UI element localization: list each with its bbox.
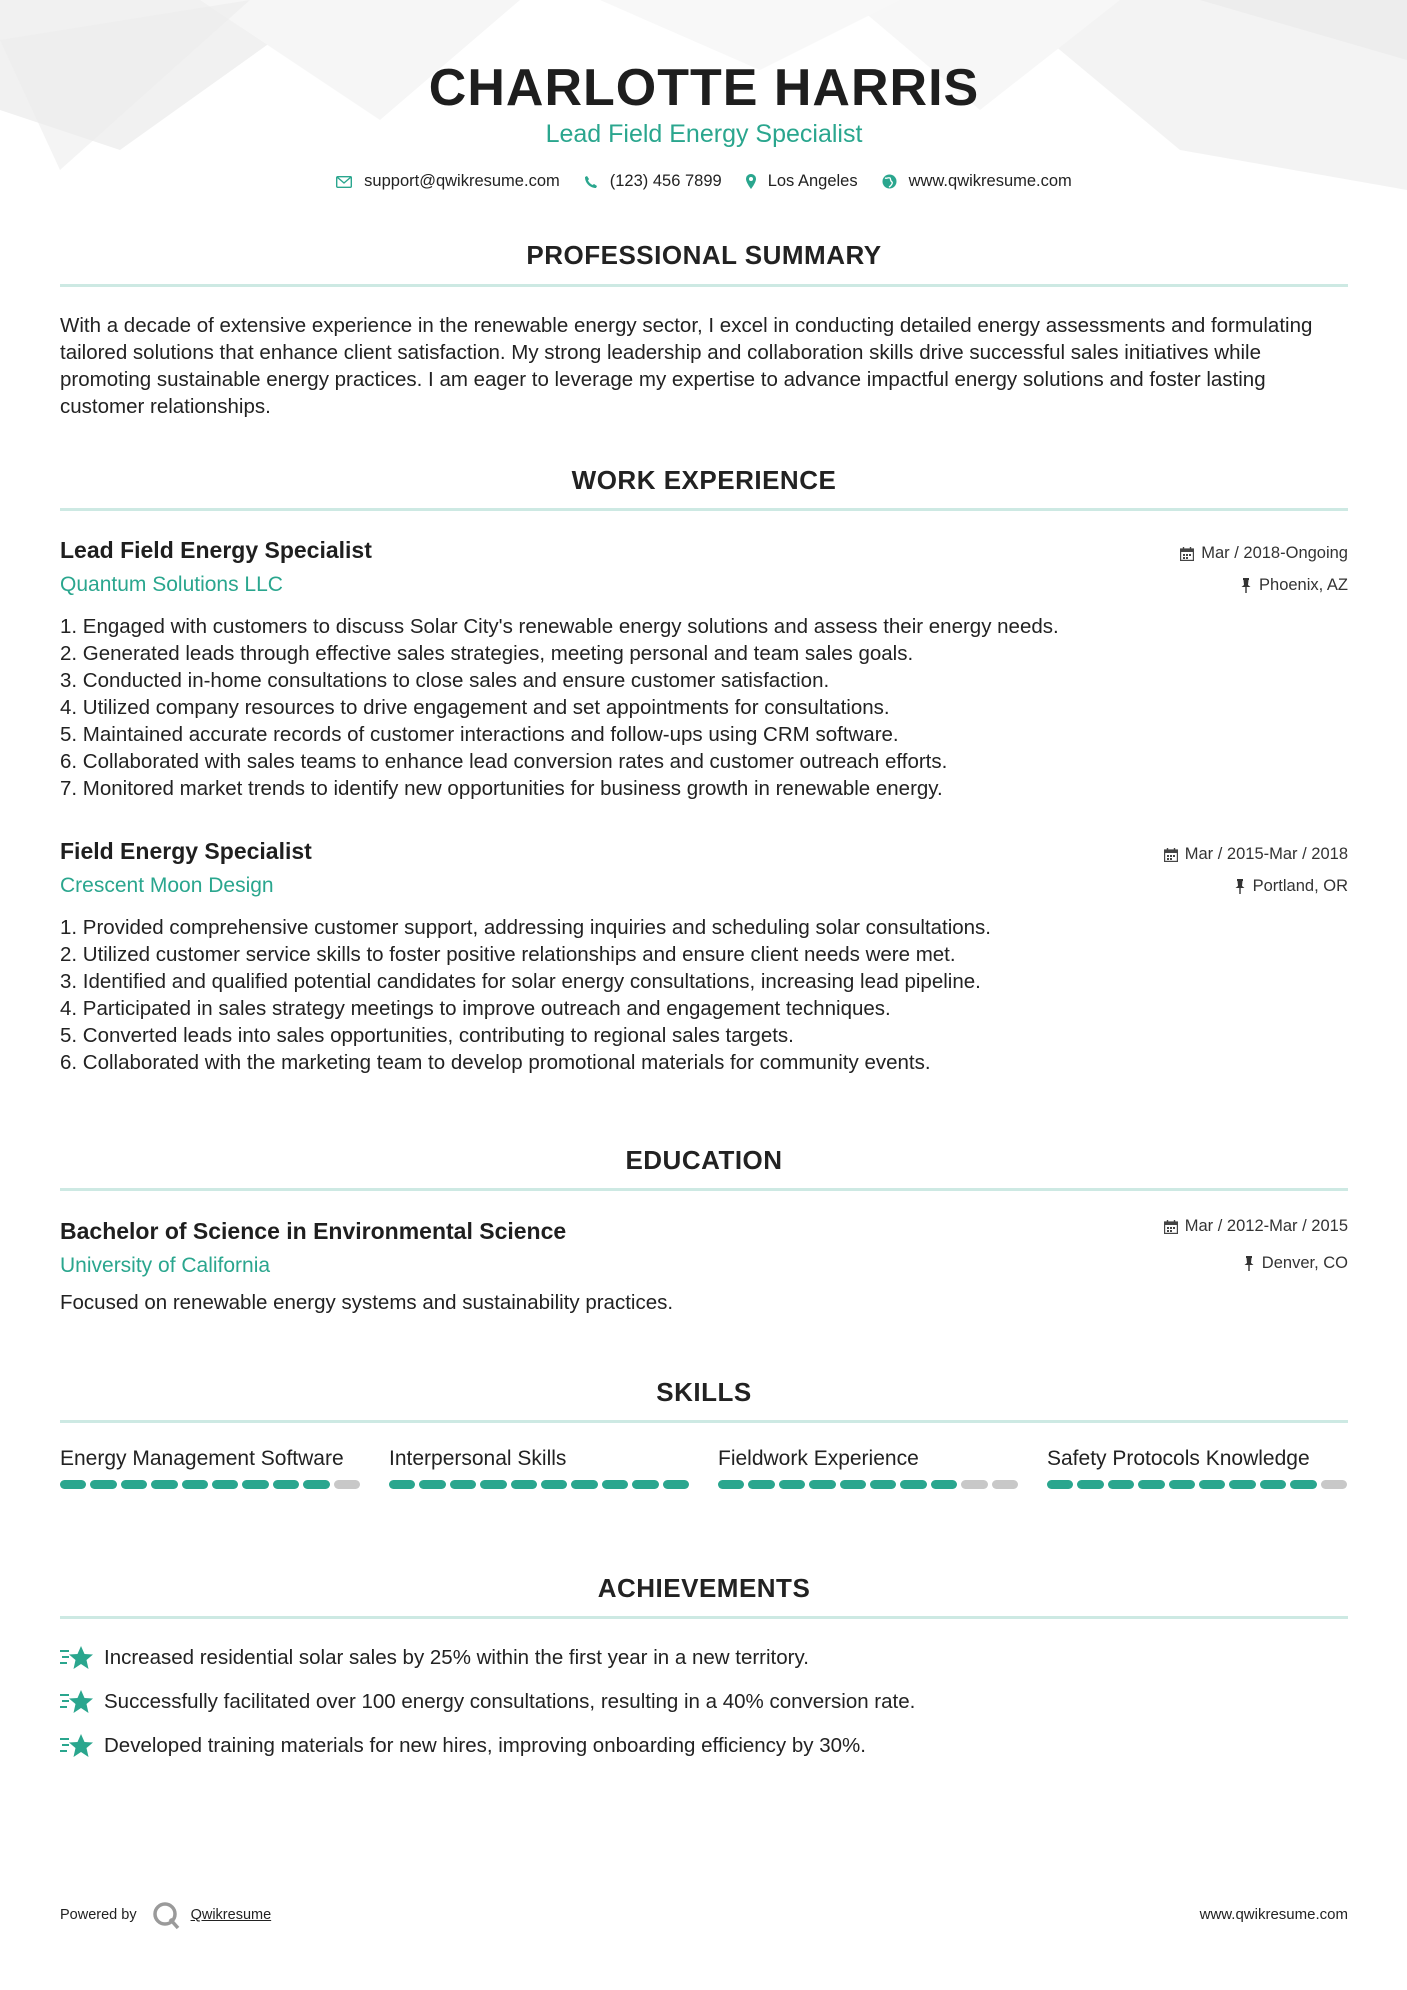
achievement-text: Developed training materials for new hires, improving onboarding efficiency by 30%. (104, 1734, 866, 1757)
contact-email[interactable] (336, 172, 560, 191)
skill-rating-segment (602, 1480, 628, 1489)
skill-rating-bar (718, 1480, 1018, 1489)
contact-website[interactable] (882, 172, 1072, 191)
skill-rating-segment (1138, 1480, 1164, 1489)
calendar-icon (1180, 547, 1194, 561)
skill-rating-segment (900, 1480, 926, 1489)
contact-phone-text: (123) 456 7899 (609, 172, 722, 190)
achievement-item (60, 1733, 866, 1759)
phone-icon (584, 175, 598, 189)
skill-name: Fieldwork Experience (718, 1447, 919, 1470)
skill-rating-segment (1290, 1480, 1316, 1489)
pushpin-icon (1234, 879, 1246, 894)
list-item: 2. Generated leads through effective sales strategies, meeting personal and team sales goals. (60, 642, 914, 665)
bullet-text: Provided comprehensive customer support, addressing inquiries and scheduling solar consultations. (82, 916, 991, 939)
skill-rating-segment (303, 1480, 329, 1489)
pushpin-icon (1240, 578, 1252, 593)
achievement-text: Successfully facilitated over 100 energy consultations, resulting in a 40% conversion rate. (104, 1690, 916, 1713)
achievement-item (60, 1689, 915, 1715)
job-title: Lead Field Energy Specialist (60, 537, 372, 563)
skills-divider (60, 1420, 1348, 1423)
bullet-text: Maintained accurate records of customer interactions and follow-ups using CRM software. (82, 723, 899, 746)
summary-text: With a decade of extensive experience in the renewable energy sector, I excel in conducting detailed energy assessments and formulating tailored solutions that enhance client satisfaction. My strong leadership and collaboration skills drive successful sales initiatives while promoting sustainable energy practices. I am eager to leverage my expertise to advance impactful energy solutions and foster lasting customer relationships. (60, 314, 1313, 418)
job-location (1240, 576, 1348, 595)
skill-rating-segment (334, 1480, 360, 1489)
footer-powered-by (60, 1900, 271, 1930)
contact-email-text: support@qwikresume.com (364, 172, 560, 190)
list-item: 4. Utilized company resources to drive engagement and set appointments for consultations. (60, 696, 890, 719)
qwikresume-logo-icon (151, 1900, 181, 1930)
job-location-text: Portland, OR (1252, 877, 1348, 895)
skill-rating-segment (1199, 1480, 1225, 1489)
skill-rating-segment (961, 1480, 987, 1489)
education-dates-text: Mar / 2012-Mar / 2015 (1184, 1217, 1348, 1235)
bullet-text: Collaborated with sales teams to enhance lead conversion rates and customer outreach efforts. (82, 750, 948, 773)
skill-rating-segment (1169, 1480, 1195, 1489)
bullet-text: Utilized company resources to drive engagement and set appointments for consultations. (82, 696, 890, 719)
job-company: Quantum Solutions LLC (60, 573, 283, 596)
skill-rating-segment (389, 1480, 415, 1489)
list-item: 6. Collaborated with sales teams to enhance lead conversion rates and customer outreach efforts. (60, 750, 948, 773)
skill-rating-segment (809, 1480, 835, 1489)
job-title: Field Energy Specialist (60, 838, 312, 864)
bullet-text: Collaborated with the marketing team to develop promotional materials for community events. (82, 1051, 931, 1074)
skill-rating-segment (60, 1480, 86, 1489)
skill-rating-segment (663, 1480, 689, 1489)
job-dates-text: Mar / 2015-Mar / 2018 (1184, 845, 1348, 863)
bullet-text: Utilized customer service skills to foster positive relationships and ensure client needs were met. (82, 943, 956, 966)
contact-website-text: www.qwikresume.com (908, 172, 1072, 190)
footer-website[interactable]: www.qwikresume.com (1199, 1906, 1348, 1923)
education-location-text: Denver, CO (1261, 1254, 1348, 1272)
skills-grid (60, 1445, 1348, 1489)
job-bullets (60, 914, 991, 1076)
achievement-item (60, 1645, 809, 1671)
list-item: 3. Conducted in-home consultations to close sales and ensure customer satisfaction. (60, 669, 830, 692)
skill-rating-segment (212, 1480, 238, 1489)
calendar-icon (1164, 848, 1178, 862)
bullet-text: Engaged with customers to discuss Solar City's renewable energy solutions and assess their energy needs. (82, 615, 1059, 638)
skill-rating-segment (1047, 1480, 1073, 1489)
bullet-text: Identified and qualified potential candidates for solar energy consultations, increasing lead pipeline. (82, 970, 981, 993)
skill-rating-segment (273, 1480, 299, 1489)
skill-rating-segment (1077, 1480, 1103, 1489)
skills-heading: SKILLS (656, 1377, 752, 1407)
skill-rating-segment (511, 1480, 537, 1489)
skill-item (1047, 1445, 1347, 1489)
list-item: 1. Engaged with customers to discuss Solar City's renewable energy solutions and assess their energy needs. (60, 615, 1059, 638)
skill-rating-segment (840, 1480, 866, 1489)
skill-rating-segment (419, 1480, 445, 1489)
skill-rating-segment (90, 1480, 116, 1489)
star-icon (60, 1689, 94, 1715)
skill-rating-segment (1108, 1480, 1134, 1489)
list-item: 3. Identified and qualified potential candidates for solar energy consultations, increasing lead pipeline. (60, 970, 981, 993)
experience-divider (60, 508, 1348, 511)
experience-heading: WORK EXPERIENCE (571, 465, 837, 495)
qwikresume-link[interactable]: Qwikresume (190, 1907, 272, 1923)
education-location (1243, 1254, 1348, 1273)
education-heading: EDUCATION (625, 1145, 783, 1175)
bullet-text: Conducted in-home consultations to close sales and ensure customer satisfaction. (82, 669, 830, 692)
education-dates (1164, 1217, 1348, 1236)
envelope-icon (336, 176, 352, 188)
skill-rating-segment (992, 1480, 1018, 1489)
candidate-title: Lead Field Energy Specialist (545, 120, 863, 148)
skill-rating-segment (748, 1480, 774, 1489)
globe-icon (882, 174, 897, 189)
bullet-text: Monitored market trends to identify new opportunities for business growth in renewable energy. (82, 777, 943, 800)
skill-rating-segment (121, 1480, 147, 1489)
achievements-divider (60, 1616, 1348, 1619)
skill-rating-segment (182, 1480, 208, 1489)
skill-item (60, 1445, 360, 1489)
list-item: 5. Maintained accurate records of customer interactions and follow-ups using CRM software. (60, 723, 899, 746)
skill-name: Interpersonal Skills (389, 1447, 567, 1470)
job-dates (1164, 845, 1348, 864)
skill-item (389, 1445, 689, 1489)
bullet-text: Participated in sales strategy meetings to improve outreach and engagement techniques. (82, 997, 891, 1020)
skill-rating-bar (1047, 1480, 1347, 1489)
summary-heading: PROFESSIONAL SUMMARY (526, 240, 882, 270)
job-location (1234, 877, 1348, 896)
skill-rating-segment (931, 1480, 957, 1489)
skill-rating-bar (60, 1480, 360, 1489)
skill-rating-segment (151, 1480, 177, 1489)
bullet-text: Converted leads into sales opportunities, contributing to regional sales targets. (82, 1024, 794, 1047)
skill-rating-segment (450, 1480, 476, 1489)
education-school: University of California (60, 1254, 271, 1277)
skill-rating-segment (541, 1480, 567, 1489)
skill-rating-segment (480, 1480, 506, 1489)
powered-by-label: Powered by (60, 1907, 137, 1923)
achievement-text: Increased residential solar sales by 25% within the first year in a new territory. (104, 1646, 809, 1669)
list-item: 5. Converted leads into sales opportunities, contributing to regional sales targets. (60, 1024, 794, 1047)
list-item: 6. Collaborated with the marketing team to develop promotional materials for community events. (60, 1051, 931, 1074)
job-company: Crescent Moon Design (60, 874, 274, 897)
map-pin-icon (746, 174, 756, 189)
job-bullets (60, 613, 1059, 802)
job-dates-text: Mar / 2018-Ongoing (1201, 544, 1348, 562)
contact-location (746, 172, 858, 191)
education-degree: Bachelor of Science in Environmental Science (60, 1218, 567, 1244)
skill-item (718, 1445, 1018, 1489)
skill-rating-segment (632, 1480, 658, 1489)
list-item: 1. Provided comprehensive customer support, addressing inquiries and scheduling solar consultations. (60, 916, 991, 939)
calendar-icon (1164, 1220, 1178, 1234)
job-dates (1180, 544, 1348, 563)
summary-divider (60, 284, 1348, 287)
skill-rating-bar (389, 1480, 689, 1489)
list-item: 2. Utilized customer service skills to foster positive relationships and ensure client needs were met. (60, 943, 956, 966)
skill-rating-segment (718, 1480, 744, 1489)
candidate-name: CHARLOTTE HARRIS (428, 59, 980, 117)
achievements-heading: ACHIEVEMENTS (597, 1573, 811, 1603)
skill-name: Energy Management Software (60, 1447, 344, 1470)
list-item: 7. Monitored market trends to identify new opportunities for business growth in renewable energy. (60, 777, 943, 800)
star-icon (60, 1733, 94, 1759)
job-location-text: Phoenix, AZ (1259, 576, 1348, 594)
education-description: Focused on renewable energy systems and sustainability practices. (60, 1291, 674, 1314)
bullet-text: Generated leads through effective sales strategies, meeting personal and team sales goals. (82, 642, 914, 665)
skill-rating-segment (1260, 1480, 1286, 1489)
contact-bar (60, 172, 1348, 191)
skill-rating-segment (870, 1480, 896, 1489)
contact-location-text: Los Angeles (767, 172, 858, 190)
list-item: 4. Participated in sales strategy meetings to improve outreach and engagement techniques. (60, 997, 891, 1020)
skill-rating-segment (242, 1480, 268, 1489)
skill-name: Safety Protocols Knowledge (1047, 1447, 1310, 1470)
skill-rating-segment (1229, 1480, 1255, 1489)
education-divider (60, 1188, 1348, 1191)
contact-phone[interactable] (584, 172, 722, 191)
skill-rating-segment (779, 1480, 805, 1489)
pushpin-icon (1243, 1256, 1255, 1271)
skill-rating-segment (571, 1480, 597, 1489)
star-icon (60, 1645, 94, 1671)
skill-rating-segment (1321, 1480, 1347, 1489)
